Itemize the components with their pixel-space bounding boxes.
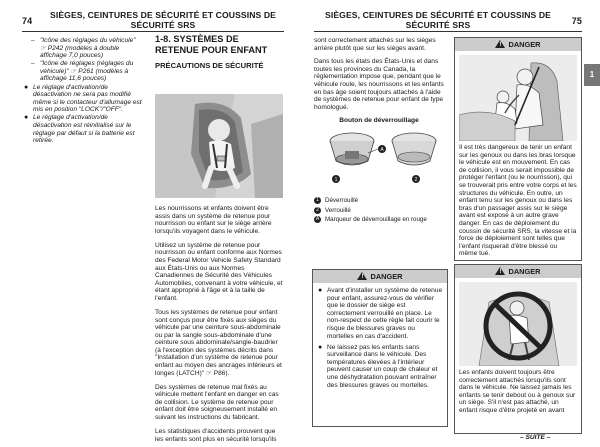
- danger-text: Ne laissez pas les enfants sans surveillance dans le véhicule. Des températures élevées à l'intérieur peuvent causer un coup de chaleur et une déshydratation pouvant entraîner des blessures graves ou mortelles.: [327, 343, 438, 389]
- paragraph: Les statistiques d'accidents prouvent que les enfants sont plus en sécurité lorsqu'ils: [155, 428, 277, 443]
- right-page-header: [314, 10, 582, 30]
- legend-item: [314, 207, 444, 215]
- bullet-icon: ●: [24, 114, 29, 122]
- paragraph: Dans tous les états des États-Unis et dans toutes les provinces du Canada, la réglementation impose que, pendant que le véhicule roule, les nourrissons et les enfants en bas âge soient toujours attachés à l'aide de systèmes de retenue pour enfant de type homologué.: [314, 58, 444, 111]
- list-text: "Icône de réglages (réglages du véhicule)" ☞ P261 (modèles à affichage 11,6 pouces): [40, 60, 134, 83]
- legend-text: Verrouillé: [325, 206, 351, 214]
- danger-title: DANGER: [508, 267, 541, 276]
- bullet-icon: ●: [318, 343, 323, 351]
- child-seat-photo: [155, 94, 283, 198]
- legend-item: [314, 197, 444, 205]
- chapter-tab: 1: [584, 64, 600, 86]
- legend-key: A: [315, 216, 320, 223]
- danger-text: Les enfants doivent toujours être correctement attachés lorsqu'ils sont dans le véhicule. Ne laissez jamais les enfants se tenir debout ou à genoux sur un siège. S'il n'est pas attaché, un enfant risque d'être projeté en avant: [459, 369, 576, 414]
- paragraph: sont correctement attachés sur les sièges arrière plutôt que sur les sièges avant.: [314, 37, 436, 52]
- warning-triangle-icon: [495, 267, 505, 275]
- right-header-title: SIÈGES, CEINTURES DE SÉCURITÉ ET COUSSINS DE SÉCURITÉ SRS: [325, 10, 551, 30]
- legend-item: [314, 216, 444, 224]
- list-text: Le réglage d'activation/de désactivation est réinitialisé sur le réglage par défaut si la batterie est retirée.: [33, 114, 135, 145]
- paragraph: Les nourrissons et enfants doivent être assis dans un système de retenue pour nourrisson ou enfant sur le siège arrière lorsqu'ils voyagent dans le véhicule.: [155, 205, 272, 235]
- danger-item: [317, 287, 443, 340]
- paragraph: Des systèmes de retenue mal fixés au véhicule mettent l'enfant en danger en cas de collision. Le système de retenue pour enfant doit être soigneusement installé en suivant les instructions du fabricant.: [155, 383, 279, 422]
- right-header-rule: [314, 31, 582, 32]
- left-header-title: SIÈGES, CEINTURES DE SÉCURITÉ ET COUSSINS DE SÉCURITÉ SRS: [50, 10, 276, 30]
- danger-header: [455, 265, 581, 278]
- danger-item: [317, 344, 443, 390]
- danger-box-seat-lock: [312, 269, 448, 427]
- list-marker: –: [31, 37, 35, 44]
- list-item: [24, 60, 142, 83]
- bullet-icon: ●: [318, 287, 323, 294]
- warning-triangle-icon: [495, 40, 505, 48]
- right-page-number: 75: [571, 16, 582, 26]
- list-item: [24, 37, 142, 60]
- marker-1-label: 1: [334, 176, 338, 183]
- danger-text: Avant d'installer un système de retenue pour enfant, assurez-vous de vérifier que le dossier de siège est correctement verrouillé en place. Le non-respect de cette règle fait courir le risque de blessures graves ou mortelles en cas d'accident.: [327, 287, 443, 340]
- release-button-diagram: [314, 127, 444, 187]
- list-item: [24, 114, 142, 144]
- column-child-restraint: [155, 34, 285, 443]
- bullet-icon: ●: [24, 83, 29, 91]
- danger-box-lap-holding: [454, 37, 582, 261]
- legend-text: Marqueur de déverrouillage en rouge: [325, 216, 427, 224]
- warning-triangle-icon: [357, 272, 367, 280]
- paragraph: Tous les systèmes de retenue pour enfant sont conçus pour être fixés aux sièges du véhicule par une ceinture sous-abdominale ou par la sangle sous-abdominale d'une ceinture sous abdominale/sangle-baudrier (à l'exception des systèmes décrits dans "Installation d'un système de retenue pour enfant au moyen des ancrages inférieurs et longes (LATCH)" ☞ P86).: [155, 308, 282, 377]
- section-title: 1-8. SYSTÈMES DE RETENUE POUR ENFANT: [155, 34, 268, 55]
- left-page-header: [22, 10, 284, 30]
- danger-text: Il est très dangereux de tenir un enfant sur les genoux ou dans les bras lorsque le véhicule est en mouvement. En cas de collision, il vous serait impossible de protéger l'enfant (ou le nourrisson), qui se trouverait pris entre votre corps et les structures du véhicule. En outre, un enfant tenu sur les genoux ou dans les bras d'un passager assis sur le siège avant est exposé à un autre grave danger. En cas de déploiement du coussin de sécurité SRS, la vitesse et la force de déploiement sont telles que l'enfant risquerait d'être blessé ou même tué.: [459, 144, 577, 258]
- section-body: [155, 205, 285, 447]
- diagram-title: Bouton de déverrouillage: [339, 117, 419, 125]
- marker-2-label: 2: [414, 176, 418, 183]
- danger-title: DANGER: [508, 40, 541, 49]
- danger-title: DANGER: [370, 272, 403, 281]
- list-text: Le réglage d'activation/de désactivation ne sera pas modifié même si le contacteur d'allumage est mis en position "LOCK"/"OFF".: [33, 83, 142, 114]
- paragraph: Utilisez un système de retenue pour nourrisson ou enfant conforme aux Normes des Federal Motor Vehicle Safety Standard aux États-Unis ou aux Normes Canadiennes de Sécurité des Véhicules Automobiles, convenant à votre véhicule, et étant approprié à l'âge et à la taille de l'enfant.: [155, 241, 283, 302]
- column-regulations: [314, 37, 444, 226]
- diagram-legend: [314, 197, 444, 224]
- legend-text: Déverrouillé: [325, 196, 359, 204]
- left-header-rule: [22, 31, 284, 32]
- legend-key: 2: [314, 207, 321, 214]
- danger-box-restraint: [454, 264, 582, 434]
- list-text: "Icône des réglages du véhicule" ☞ P242 (modèles à double affichage 7,0 pouces): [40, 37, 136, 60]
- prohibited-standing-illustration: [459, 282, 577, 366]
- danger-header: [455, 38, 581, 51]
- section-subtitle: PRÉCAUTIONS DE SÉCURITÉ: [155, 61, 264, 70]
- left-page-number: 74: [22, 16, 33, 26]
- marker-a-label: A: [380, 146, 384, 153]
- continued-footer: – SUITE –: [520, 434, 551, 441]
- list-marker: –: [31, 60, 35, 68]
- column-settings-notes: [24, 37, 142, 145]
- legend-key: 1: [314, 197, 321, 204]
- danger-header: [313, 270, 447, 283]
- list-item: [24, 84, 142, 114]
- lap-child-illustration: [459, 55, 577, 141]
